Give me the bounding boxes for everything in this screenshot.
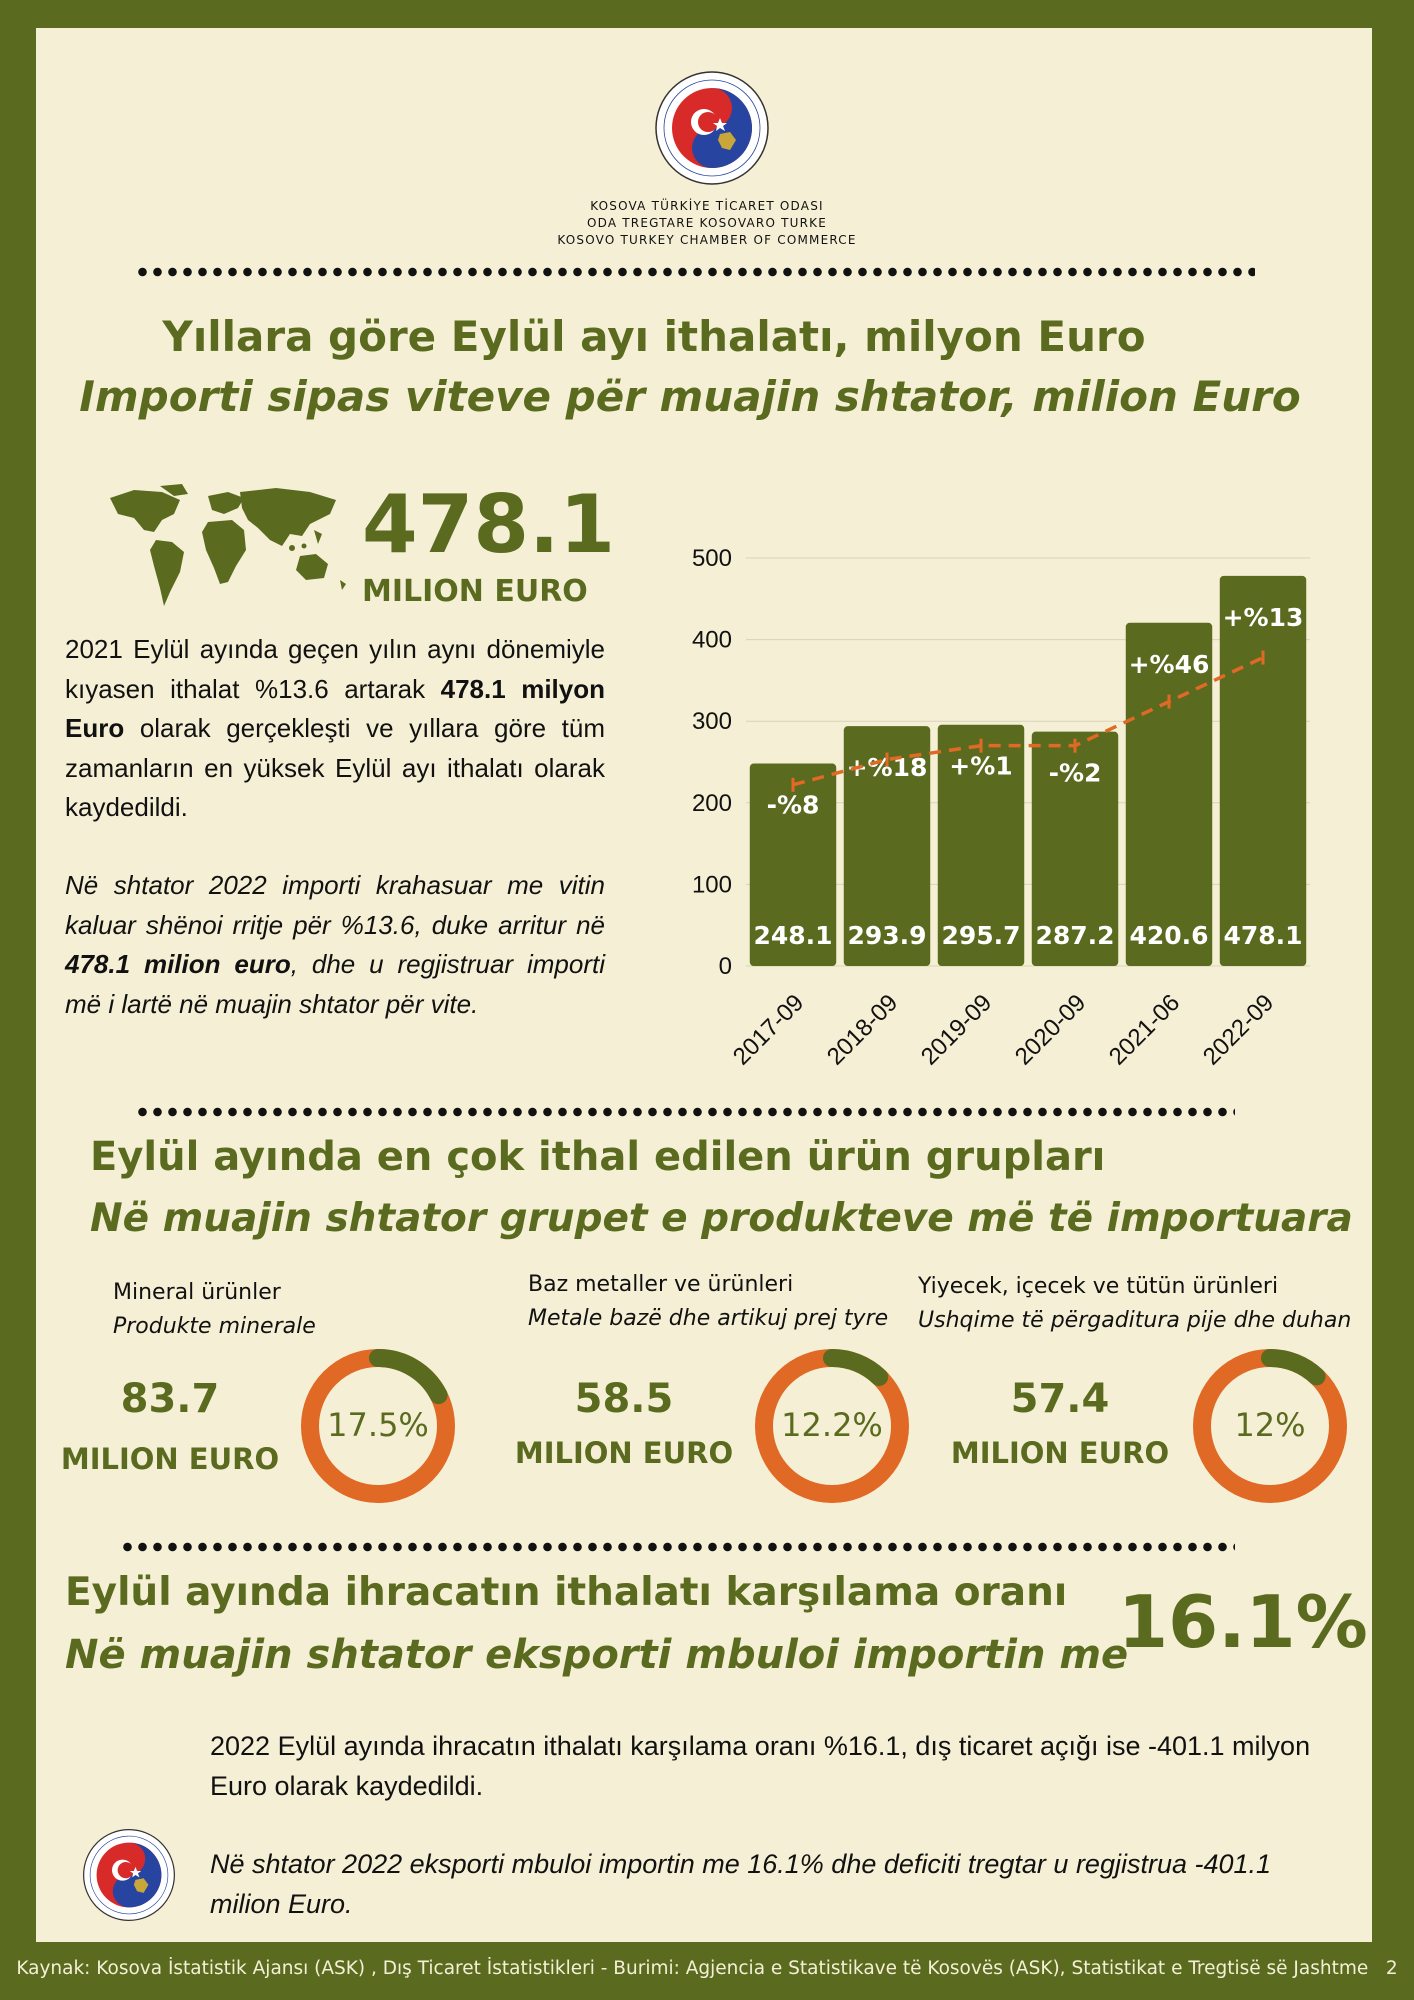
para-sq-b: 478.1 milion euro xyxy=(65,949,291,979)
x-tick-label: 2022-09 xyxy=(1197,989,1280,1071)
group3-share-label: 12% xyxy=(1234,1406,1306,1444)
bar xyxy=(1220,576,1306,966)
section1-title-tr: Yıllara göre Eylül ayı ithalatı, milyon Euro xyxy=(162,312,1146,361)
bar-value-label: 478.1 xyxy=(1223,921,1303,950)
dotted-divider xyxy=(120,1540,1235,1554)
section2-title-sq: Në muajin shtator grupet e produkteve më të importuara xyxy=(90,1196,1353,1241)
y-tick-label: 100 xyxy=(691,871,732,899)
para-tr-a: 2021 Eylül ayında geçen yılın aynı dönemiyle kıyasen ithalat %13.6 artarak xyxy=(65,634,605,704)
bar-change-label: -%8 xyxy=(766,790,820,820)
x-tick-label: 2018-09 xyxy=(821,989,904,1071)
coverage-ratio-value: 16.1% xyxy=(1118,1580,1368,1664)
group1-name-tr: Mineral ürünler xyxy=(113,1280,281,1305)
section1-title-sq: Importi sipas viteve për muajin shtator, milion Euro xyxy=(79,372,1301,421)
y-tick-label: 200 xyxy=(691,789,732,817)
bar-value-label: 248.1 xyxy=(753,921,833,950)
bar-value-label: 293.9 xyxy=(847,921,927,950)
bar-change-label: +%13 xyxy=(1222,602,1304,632)
x-tick-label: 2020-09 xyxy=(1009,989,1092,1071)
page-number: 2 xyxy=(1385,1958,1398,1979)
x-tick-label: 2019-09 xyxy=(915,989,998,1071)
y-tick-label: 400 xyxy=(691,626,732,654)
bar-change-label: +%1 xyxy=(949,751,1013,781)
y-tick-label: 500 xyxy=(691,545,732,572)
org-name-tr: KOSOVA TÜRKİYE TİCARET ODASI xyxy=(590,199,824,213)
group3-unit: MILION EURO xyxy=(950,1436,1170,1470)
bar-change-label: -%2 xyxy=(1048,758,1102,788)
donut-share-arc xyxy=(378,1358,439,1395)
para-sq-a: Në shtator 2022 importi krahasuar me vitin kaluar shënoi rritje për %13.6, duke arritur në xyxy=(65,870,605,940)
group1-share-label: 17.5% xyxy=(327,1406,429,1444)
footer-source xyxy=(0,1958,1414,1979)
section3-paragraph-tr: 2022 Eylül ayında ihracatın ithalatı karşılama oranı %16.1, dış ticaret açığı ise -401.1 milyon Euro olarak kaydedildi. xyxy=(210,1731,1311,1801)
section1-paragraph-tr xyxy=(65,630,605,828)
group1-value: 83.7 xyxy=(120,1376,220,1422)
org-name-sq: ODA TREGTARE KOSOVARO TURKE xyxy=(586,216,828,230)
bar-change-label: +%18 xyxy=(846,753,928,783)
group3-name-tr: Yiyecek, içecek ve tütün ürünleri xyxy=(918,1274,1279,1299)
section3-paragraph-sq: Në shtator 2022 eksporti mbuloi importin me 16.1% dhe deficiti tregtar u regjistrua -401.1 milion Euro. xyxy=(210,1849,1272,1919)
group2-name-tr: Baz metaller ve ürünleri xyxy=(528,1272,794,1297)
x-tick-label: 2017-09 xyxy=(727,989,810,1071)
para-sq-c: , dhe u regjistruar importi më i lartë në muajin shtator për vite. xyxy=(65,949,605,1019)
org-name-en: KOSOVO TURKEY CHAMBER OF COMMERCE xyxy=(557,233,857,247)
group2-value: 58.5 xyxy=(574,1376,674,1422)
headline-value: 478.1 xyxy=(362,478,616,571)
chamber-logo xyxy=(654,70,770,186)
para-tr-b: 478.1 milyon Euro xyxy=(65,673,605,743)
footer-source-text: Kaynak: Kosova İstatistik Ajansı (ASK) , Dış Ticaret İstatistikleri - Burimi: Agjencia e Statistikave të Kosovës (ASK), Statistikat e Tregtisë së Jashtme xyxy=(16,1958,1369,1979)
group2-share-label: 12.2% xyxy=(781,1406,883,1444)
imports-bar-chart xyxy=(660,520,1320,1080)
bar-value-label: 295.7 xyxy=(941,921,1021,950)
bar-change-label: +%46 xyxy=(1128,649,1210,679)
bar-value-label: 287.2 xyxy=(1035,921,1115,950)
group1-name-sq: Produkte minerale xyxy=(113,1314,316,1339)
y-tick-label: 300 xyxy=(691,708,732,736)
world-map-icon xyxy=(104,484,348,616)
bar-value-label: 420.6 xyxy=(1129,921,1209,950)
x-tick-label: 2021-06 xyxy=(1103,989,1186,1071)
group2-name-sq: Metale bazë dhe artikuj prej tyre xyxy=(528,1306,889,1331)
group2-unit: MILION EURO xyxy=(514,1436,734,1470)
section3-title-sq: Në muajin shtator eksporti mbuloi importin me xyxy=(65,1632,1129,1678)
section1-paragraph-sq xyxy=(65,866,605,1024)
para-tr-c: olarak gerçekleşti ve yıllara göre tüm zamanların en yüksek Eylül ayı ithalatı olarak kaydedildi. xyxy=(65,713,605,822)
section3-title-tr: Eylül ayında ihracatın ithalatı karşılama oranı xyxy=(65,1570,1068,1615)
headline-unit: MILION EURO xyxy=(362,574,588,609)
donut-share-arc xyxy=(832,1358,879,1377)
group1-unit: MILION EURO xyxy=(60,1442,280,1476)
group3-value: 57.4 xyxy=(1010,1376,1110,1422)
dotted-divider xyxy=(135,1105,1235,1119)
y-tick-label: 0 xyxy=(718,953,732,980)
dotted-divider xyxy=(135,265,1255,279)
chamber-logo-small xyxy=(82,1828,176,1922)
group3-name-sq: Ushqime të përgaditura pije dhe duhan xyxy=(918,1308,1352,1333)
donut-share-arc xyxy=(1270,1358,1317,1376)
section2-title-tr: Eylül ayında en çok ithal edilen ürün grupları xyxy=(90,1134,1106,1180)
